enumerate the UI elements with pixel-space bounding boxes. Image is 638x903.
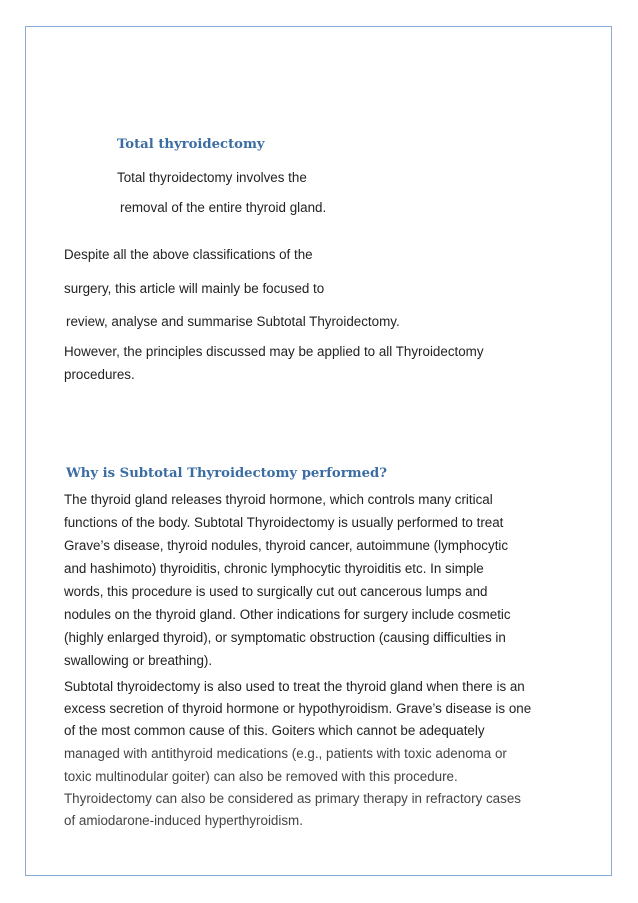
- paragraph-line: toxic multinodular goiter) can also be removed with this procedure.: [64, 769, 458, 784]
- paragraph-line: excess secretion of thyroid hormone or hypothyroidism. Grave’s disease is one: [64, 701, 532, 716]
- paragraph-line: The thyroid gland releases thyroid hormone, which controls many critical: [64, 492, 493, 507]
- paragraph-line: functions of the body. Subtotal Thyroidectomy is usually performed to treat: [64, 515, 504, 530]
- paragraph-line: Grave’s disease, thyroid nodules, thyroid cancer, autoimmune (lymphocytic: [64, 538, 509, 553]
- paragraph-line: (highly enlarged thyroid), or symptomatic obstruction (causing difficulties in: [64, 630, 506, 645]
- paragraph-line: of the most common cause of this. Goiters which cannot be adequately: [64, 723, 485, 738]
- intro-line: Total thyroidectomy involves the: [117, 170, 307, 185]
- paragraph-line: surgery, this article will mainly be focused to: [64, 281, 325, 296]
- paragraph-line: swallowing or breathing).: [64, 653, 213, 668]
- paragraph-line: and hashimoto) thyroiditis, chronic lymphocytic thyroiditis etc. In simple: [64, 561, 484, 576]
- paragraph-line: of amiodarone-induced hyperthyroidism.: [64, 813, 303, 828]
- paragraph-line: Despite all the above classifications of the: [64, 247, 313, 262]
- section-heading-total-thyroidectomy: Total thyroidectomy: [117, 137, 265, 152]
- paragraph-line: review, analyse and summarise Subtotal Thyroidectomy.: [66, 314, 400, 329]
- paragraph-line: Thyroidectomy can also be considered as primary therapy in refractory cases: [64, 791, 521, 806]
- paragraph-line: managed with antithyroid medications (e.g., patients with toxic adenoma or: [64, 746, 507, 761]
- paragraph-line: words, this procedure is used to surgically cut out cancerous lumps and: [64, 584, 488, 599]
- paragraph-line: nodules on the thyroid gland. Other indications for surgery include cosmetic: [64, 607, 511, 622]
- paragraph-line: Subtotal thyroidectomy is also used to treat the thyroid gland when there is an: [64, 679, 525, 694]
- paragraph-line: However, the principles discussed may be applied to all Thyroidectomy: [64, 344, 484, 359]
- intro-line: removal of the entire thyroid gland.: [120, 200, 327, 215]
- section-heading-why-subtotal: Why is Subtotal Thyroidectomy performed?: [66, 466, 387, 481]
- paragraph-line: procedures.: [64, 367, 135, 382]
